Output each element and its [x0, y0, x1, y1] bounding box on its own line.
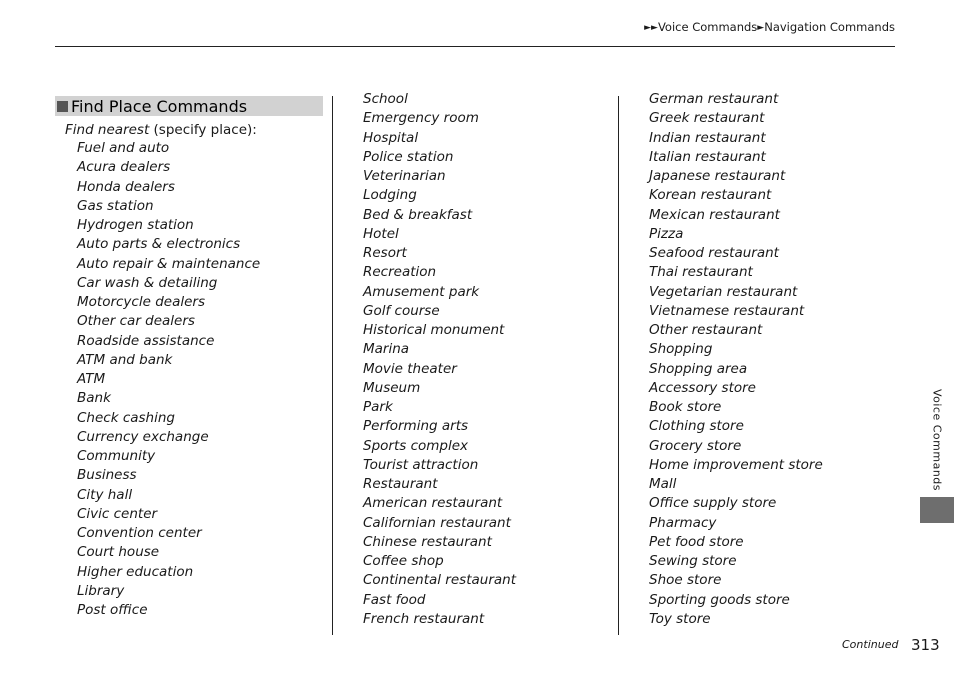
command-item: Thai restaurant: [649, 264, 753, 281]
command-item: Currency exchange: [77, 428, 209, 445]
command-item: Hospital: [363, 129, 419, 146]
command-item: Auto parts & electronics: [77, 236, 241, 253]
command-item: School: [363, 91, 408, 107]
command-item: Vegetarian restaurant: [649, 283, 798, 300]
command-item: Museum: [363, 379, 421, 396]
breadcrumb: [644, 20, 895, 34]
command-item: Pet food store: [649, 533, 744, 550]
side-tab-marker[interactable]: [920, 497, 954, 523]
column-divider: [332, 96, 333, 635]
arrow-icon: ►: [757, 23, 765, 33]
command-item: Restaurant: [363, 476, 438, 492]
breadcrumb-voice-commands[interactable]: Voice Commands: [657, 20, 758, 34]
command-item: Californian restaurant: [363, 514, 511, 531]
command-item: Italian restaurant: [649, 148, 766, 165]
command-item: Sports complex: [363, 437, 469, 454]
command-item: Business: [77, 467, 137, 484]
intro-suffix: (specify place):: [149, 122, 257, 138]
command-item: Court house: [77, 544, 160, 561]
breadcrumb-navigation-commands[interactable]: Navigation Commands: [764, 20, 895, 34]
command-item: Higher education: [77, 563, 194, 580]
command-item: Convention center: [77, 525, 202, 541]
command-item: Korean restaurant: [649, 187, 772, 204]
command-item: Shoe store: [649, 572, 722, 589]
command-item: Chinese restaurant: [363, 533, 492, 550]
command-item: Golf course: [363, 302, 440, 319]
header-rule: [55, 46, 895, 47]
command-item: Performing arts: [363, 418, 469, 435]
command-item: Pharmacy: [649, 514, 717, 531]
command-list-column-2: [363, 90, 516, 629]
command-item: Fast food: [363, 591, 426, 608]
command-item: Greek restaurant: [649, 110, 765, 127]
command-item: Japanese restaurant: [649, 168, 786, 184]
command-item: Gas station: [77, 197, 154, 214]
section-heading: [55, 96, 323, 116]
side-tab-label: Voice Commands: [930, 388, 944, 492]
command-item: Library: [77, 582, 125, 599]
command-item: City hall: [77, 486, 133, 503]
intro-line: [65, 121, 257, 140]
command-item: Seafood restaurant: [649, 245, 779, 261]
command-item: Home improvement store: [649, 456, 823, 473]
command-item: Auto repair & maintenance: [77, 255, 261, 272]
command-item: Grocery store: [649, 437, 742, 454]
command-item: Clothing store: [649, 418, 744, 435]
command-item: Civic center: [77, 505, 158, 522]
command-item: Check cashing: [77, 409, 175, 426]
command-item: ATM: [77, 371, 106, 387]
command-item: Recreation: [363, 264, 437, 281]
command-item: Emergency room: [363, 110, 479, 127]
command-item: Amusement park: [363, 283, 480, 300]
command-item: Historical monument: [363, 322, 505, 338]
command-item: Accessory store: [649, 379, 756, 396]
command-item: Police station: [363, 148, 454, 165]
command-item: Bed & breakfast: [363, 206, 473, 223]
command-list-column-3: [649, 90, 823, 629]
command-item: Honda dealers: [77, 178, 175, 195]
command-item: Other restaurant: [649, 322, 763, 338]
command-item: Fuel and auto: [77, 140, 170, 156]
command-item: Sewing store: [649, 553, 737, 569]
page-number: 313: [911, 636, 940, 654]
command-item: Mexican restaurant: [649, 206, 780, 223]
command-item: Veterinarian: [363, 168, 446, 184]
command-item: French restaurant: [363, 610, 485, 627]
command-item: Movie theater: [363, 360, 457, 377]
command-item: Community: [77, 448, 156, 464]
command-item: Marina: [363, 341, 410, 358]
command-item: Sporting goods store: [649, 591, 790, 608]
command-item: Pizza: [649, 225, 684, 242]
command-item: Toy store: [649, 610, 711, 627]
command-item: Resort: [363, 245, 407, 261]
command-item: Roadside assistance: [77, 332, 215, 349]
command-list-column-1: [77, 139, 260, 620]
command-item: Mall: [649, 476, 677, 492]
command-item: Motorcycle dealers: [77, 294, 205, 310]
command-item: Office supply store: [649, 495, 777, 512]
command-item: Vietnamese restaurant: [649, 302, 805, 319]
column-divider: [618, 96, 619, 635]
command-item: Shopping: [649, 341, 713, 358]
square-bullet-icon: [57, 101, 68, 112]
command-item: Park: [363, 399, 393, 415]
command-item: Continental restaurant: [363, 572, 516, 589]
command-item: Acura dealers: [77, 159, 171, 176]
command-item: Lodging: [363, 187, 417, 204]
command-item: German restaurant: [649, 91, 779, 107]
command-item: Tourist attraction: [363, 456, 479, 473]
command-item: Car wash & detailing: [77, 274, 218, 291]
command-item: Shopping area: [649, 360, 748, 377]
arrow-icon: ►: [651, 23, 658, 33]
command-item: Other car dealers: [77, 313, 195, 330]
command-item: Book store: [649, 399, 722, 415]
command-item: Coffee shop: [363, 553, 444, 569]
command-item: American restaurant: [363, 495, 503, 512]
command-item: Indian restaurant: [649, 129, 766, 146]
section-title: Find Place Commands: [71, 96, 248, 116]
command-item: ATM and bank: [77, 351, 173, 368]
command-item: Hydrogen station: [77, 217, 194, 233]
continued-label: Continued: [842, 638, 899, 651]
arrow-icon: ►: [644, 23, 652, 33]
intro-command: Find nearest: [65, 122, 150, 138]
command-item: Hotel: [363, 225, 399, 242]
command-item: Bank: [77, 390, 111, 407]
command-item: Post office: [77, 602, 148, 618]
